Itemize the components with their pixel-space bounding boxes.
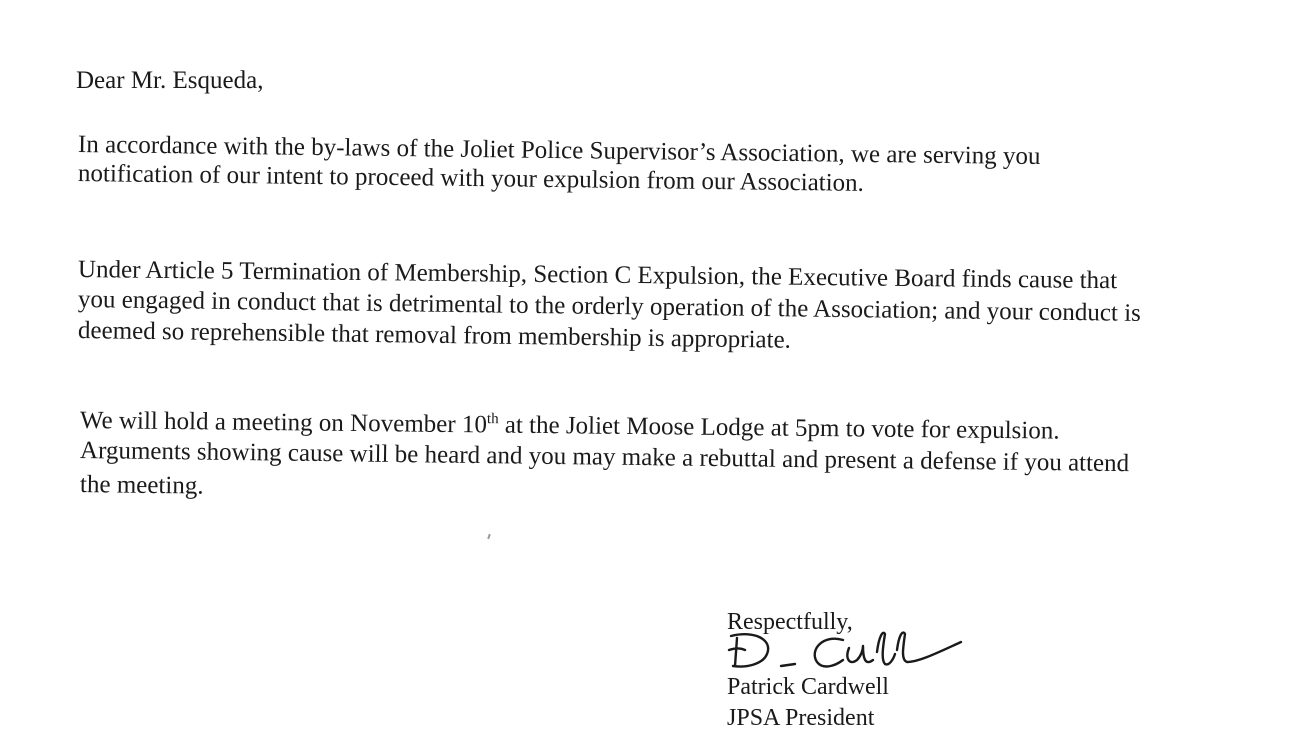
paragraph-2-line-1: Under Article 5 Termination of Membership, Section C Expulsion, the Executive Board finds cause that [77, 256, 1118, 295]
paragraph-2-line-2: you engaged in conduct that is detrimental to the orderly operation of the Association; and your conduct is [77, 286, 1142, 327]
signer-name: Patrick Cardwell [727, 674, 889, 700]
paragraph-2-line-3: deemed so reprehensible that removal from membership is appropriate. [77, 317, 792, 354]
date-ordinal-suffix: th [486, 411, 499, 428]
closing: Respectfully, [727, 609, 853, 635]
meeting-date-text: We will hold a meeting on November 10 [79, 407, 488, 439]
handwritten-signature [725, 626, 965, 678]
paragraph-3-line-2: Arguments showing cause will be heard and you may make a rebuttal and present a defense if you attend [79, 437, 1130, 478]
meeting-location-text: at the Joliet Moose Lodge at 5pm to vote for expulsion. [498, 411, 1060, 445]
signer-title: JPSA President [727, 705, 875, 731]
scan-speck [487, 534, 491, 539]
salutation: Dear Mr. Esqueda, [76, 67, 264, 94]
paragraph-3-line-3: the meeting. [79, 471, 204, 500]
paragraph-1-line-1: In accordance with the by-laws of the Joliet Police Supervisor’s Association, we are serving you [77, 131, 1041, 171]
paragraph-1-line-2: notification of our intent to proceed with your expulsion from our Association. [77, 160, 865, 197]
